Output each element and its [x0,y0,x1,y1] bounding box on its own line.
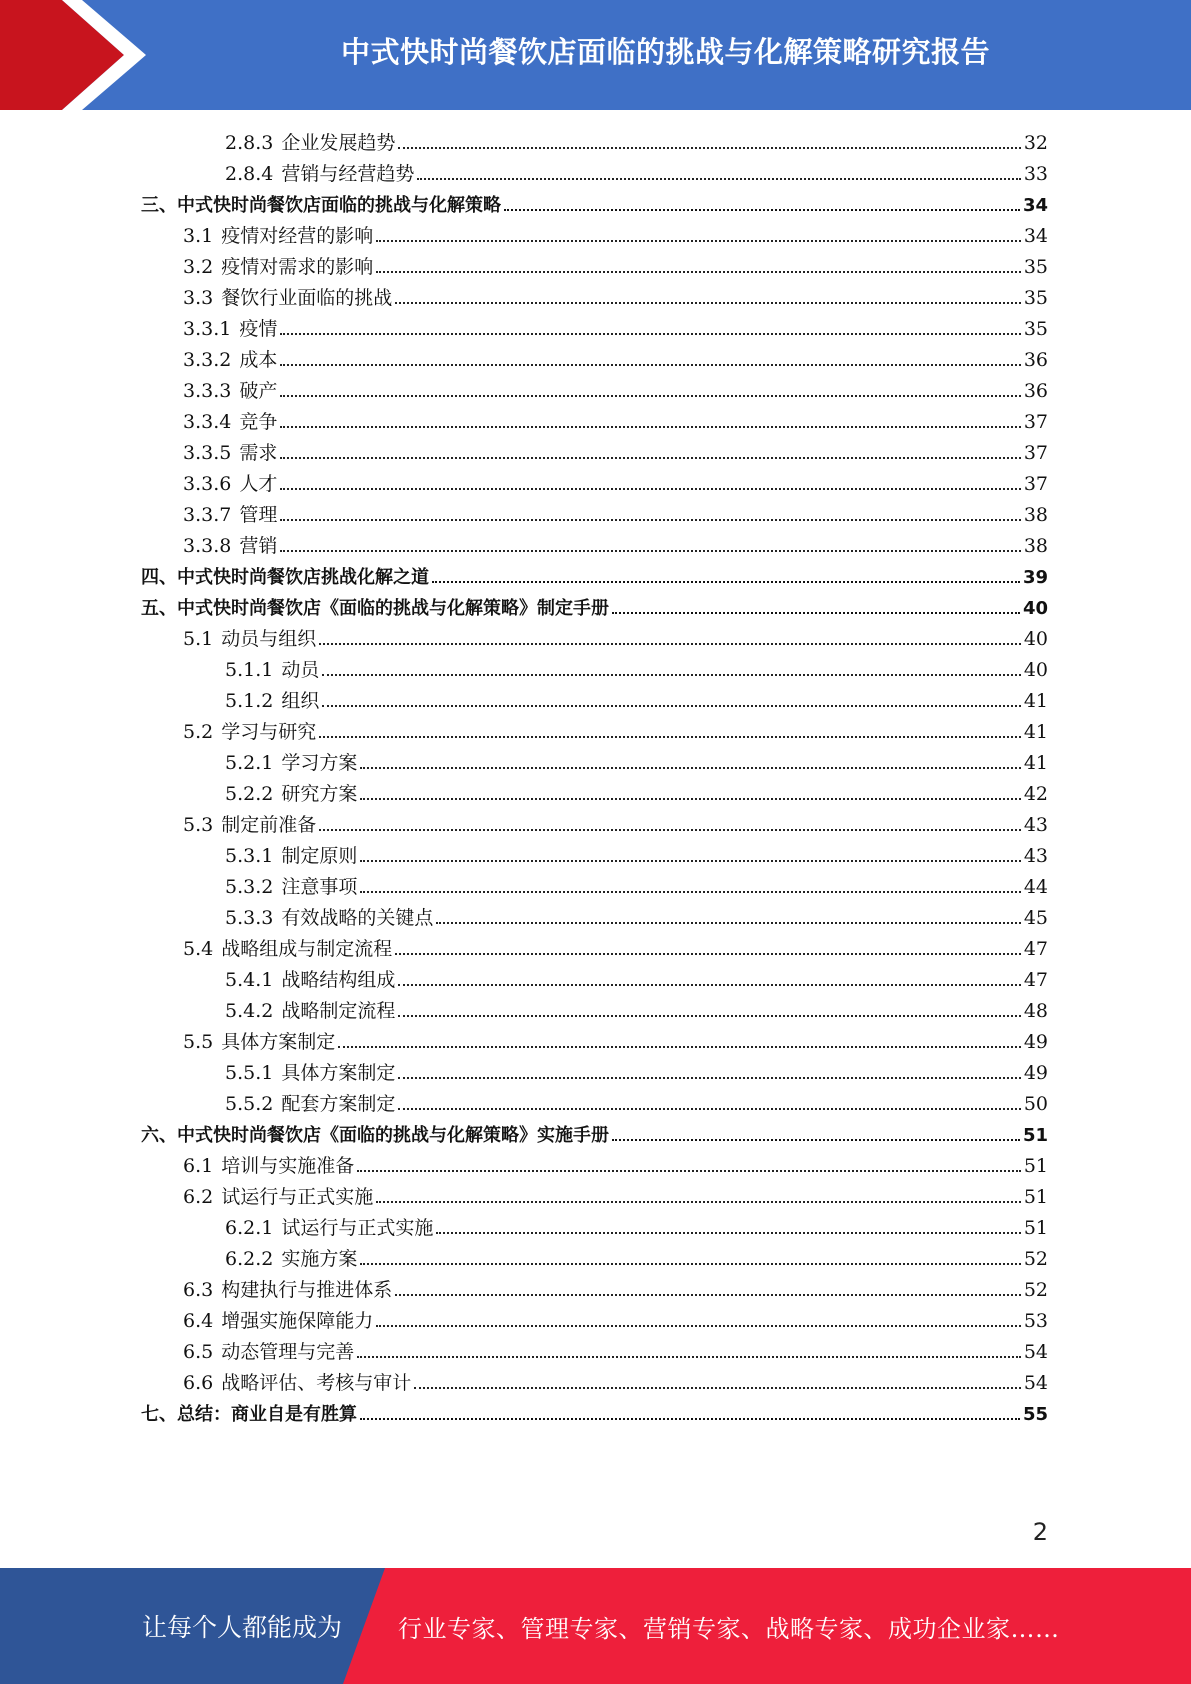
toc-entry-title: 增强实施保障能力 [221,1310,374,1332]
toc-entry-page: 40 [1022,598,1048,619]
toc-entry-title: 配套方案制定 [281,1093,396,1115]
toc-entry[interactable] [225,159,1048,190]
toc-entry[interactable] [141,593,1048,624]
toc-entry-page: 36 [1023,380,1048,402]
toc-entry-number: 5.3.3 [225,907,274,929]
toc-dot-leader [280,425,1020,428]
toc-entry-page: 49 [1023,1031,1048,1053]
toc-entry-number: 3.3.8 [183,535,232,557]
toc-entry[interactable] [225,1244,1048,1275]
toc-entry-title: 需求 [239,442,278,464]
toc-dot-leader [280,549,1020,552]
toc-entry-title: 破产 [239,380,278,402]
toc-dot-leader [280,363,1020,366]
toc-dot-leader [280,332,1020,335]
toc-entry-title: 具体方案制定 [221,1031,336,1053]
toc-dot-leader [360,1417,1020,1420]
toc-entry-title: 动员与组织 [221,628,317,650]
toc-dot-leader [376,239,1021,242]
footer-slogan-right: 行业专家、管理专家、营销专家、战略专家、成功企业家…… [398,1614,1060,1643]
toc-entry-number: 3.2 [183,256,214,278]
toc-entry-number: 5.4.2 [225,1000,274,1022]
toc-entry-page: 34 [1023,225,1048,247]
toc-entry[interactable] [225,1213,1048,1244]
toc-entry[interactable] [183,1275,1048,1306]
toc-entry-title: 人才 [239,473,278,495]
toc-entry[interactable] [225,1058,1048,1089]
toc-entry-number: 6.5 [183,1341,214,1363]
toc-entry-title: 具体方案制定 [281,1062,396,1084]
toc-entry[interactable] [183,934,1048,965]
toc-entry[interactable] [183,1337,1048,1368]
toc-dot-leader [319,735,1021,738]
toc-entry[interactable] [225,686,1048,717]
toc-entry-number: 5.2.2 [225,783,274,805]
toc-dot-leader [360,890,1020,893]
toc-dot-leader [432,580,1020,583]
toc-entry-title: 试运行与正式实施 [281,1217,434,1239]
toc-entry[interactable] [183,1027,1048,1058]
toc-dot-leader [280,487,1020,490]
toc-entry[interactable] [225,655,1048,686]
toc-entry-page: 52 [1023,1279,1048,1301]
toc-entry[interactable] [183,1151,1048,1182]
toc-entry-number: 3.3.7 [183,504,232,526]
toc-entry-page: 55 [1022,1404,1048,1425]
toc-dot-leader [395,301,1021,304]
toc-entry-page: 41 [1023,721,1048,743]
toc-entry-page: 51 [1023,1186,1048,1208]
toc-entry-page: 47 [1023,969,1048,991]
toc-entry-title: 动态管理与完善 [221,1341,355,1363]
toc-dot-leader [357,1355,1021,1358]
toc-entry-page: 38 [1023,535,1048,557]
toc-entry-number: 3.3.1 [183,318,232,340]
toc-dot-leader [360,1262,1020,1265]
toc-entry-page: 39 [1022,567,1048,588]
toc-entry-number: 5.5.2 [225,1093,274,1115]
page-footer [0,1568,1191,1684]
toc-entry-number: 5.1.2 [225,690,274,712]
toc-entry-number: 3.3.5 [183,442,232,464]
toc-dot-leader [436,921,1020,924]
toc-dot-leader [376,1200,1021,1203]
toc-dot-leader [319,828,1021,831]
toc-dot-leader [612,611,1020,614]
toc-entry[interactable] [183,283,1048,314]
toc-dot-leader [398,1014,1020,1017]
toc-entry-page: 41 [1023,752,1048,774]
toc-entry-title: 营销 [239,535,278,557]
toc-entry-title: 营销与经营趋势 [281,163,415,185]
toc-dot-leader [280,456,1020,459]
toc-entry-number: 6.3 [183,1279,214,1301]
toc-entry[interactable] [225,779,1048,810]
toc-entry-title: 成本 [239,349,278,371]
toc-entry-page: 40 [1023,659,1048,681]
toc-entry[interactable] [225,872,1048,903]
toc-entry-page: 33 [1023,163,1048,185]
page-number: 2 [1032,1518,1048,1546]
toc-dot-leader [398,146,1020,149]
toc-entry-page: 45 [1023,907,1048,929]
toc-entry-title: 疫情对需求的影响 [221,256,374,278]
toc-entry[interactable] [183,469,1048,500]
toc-entry-number: 3.3.2 [183,349,232,371]
toc-entry[interactable] [225,903,1048,934]
toc-entry-number: 2.8.3 [225,132,274,154]
toc-entry-page: 49 [1023,1062,1048,1084]
toc-entry-page: 44 [1023,876,1048,898]
page-header [0,0,1191,110]
toc-entry-page: 50 [1023,1093,1048,1115]
toc-entry-title: 学习方案 [281,752,358,774]
toc-entry-title: 战略制定流程 [281,1000,396,1022]
toc-entry-title: 注意事项 [281,876,358,898]
toc-entry-number: 3.3.4 [183,411,232,433]
toc-entry-page: 47 [1023,938,1048,960]
toc-dot-leader [357,1169,1021,1172]
toc-entry-page: 41 [1023,690,1048,712]
toc-entry-number: 5.2 [183,721,214,743]
toc-entry-title: 构建执行与推进体系 [221,1279,393,1301]
toc-entry-page: 53 [1023,1310,1048,1332]
toc-entry-number: 5.4 [183,938,214,960]
toc-dot-leader [417,177,1020,180]
toc-entry-number: 3.1 [183,225,214,247]
toc-entry-title: 培训与实施准备 [221,1155,355,1177]
toc-entry[interactable] [225,748,1048,779]
toc-dot-leader [376,1324,1021,1327]
toc-entry[interactable] [225,965,1048,996]
toc-entry-number: 6.2.1 [225,1217,274,1239]
toc-entry-title: 制定前准备 [221,814,317,836]
toc-entry-title: 动员 [281,659,320,681]
toc-dot-leader [398,1107,1020,1110]
toc-entry-title: 五、中式快时尚餐饮店《面临的挑战与化解策略》制定手册 [141,598,609,619]
toc-dot-leader [398,1076,1020,1079]
toc-entry-title: 战略组成与制定流程 [221,938,393,960]
toc-entry-number: 5.4.1 [225,969,274,991]
toc-dot-leader [360,797,1020,800]
toc-entry-page: 51 [1023,1217,1048,1239]
toc-dot-leader [504,208,1020,211]
toc-dot-leader [322,673,1020,676]
toc-entry-page: 35 [1023,287,1048,309]
toc-entry-title: 战略评估、考核与审计 [221,1372,412,1394]
toc-entry[interactable] [183,221,1048,252]
toc-entry[interactable] [183,345,1048,376]
toc-entry-page: 43 [1023,814,1048,836]
toc-dot-leader [360,766,1020,769]
toc-entry[interactable] [183,376,1048,407]
toc-entry-title: 企业发展趋势 [281,132,396,154]
toc-entry-number: 5.3.1 [225,845,274,867]
toc-dot-leader [280,518,1020,521]
toc-entry[interactable] [141,1120,1048,1151]
toc-entry-title: 七、总结：商业自是有胜算 [141,1404,357,1425]
toc-entry-number: 5.1 [183,628,214,650]
toc-entry-number: 6.1 [183,1155,214,1177]
toc-dot-leader [376,270,1021,273]
toc-entry-page: 37 [1023,411,1048,433]
toc-dot-leader [395,952,1021,955]
toc-entry-page: 43 [1023,845,1048,867]
toc-entry-title: 学习与研究 [221,721,317,743]
toc-entry-number: 3.3.6 [183,473,232,495]
toc-entry-number: 5.5.1 [225,1062,274,1084]
toc-entry-number: 5.5 [183,1031,214,1053]
toc-dot-leader [322,704,1020,707]
toc-entry[interactable] [225,128,1048,159]
toc-entry-page: 54 [1023,1341,1048,1363]
toc-entry[interactable] [183,1306,1048,1337]
toc-entry-title: 餐饮行业面临的挑战 [221,287,393,309]
toc-entry[interactable] [183,438,1048,469]
toc-entry[interactable] [141,1399,1048,1430]
toc-dot-leader [436,1231,1020,1234]
toc-dot-leader [612,1138,1020,1141]
toc-entry-number: 6.6 [183,1372,214,1394]
toc-entry-page: 37 [1023,473,1048,495]
toc-entry-title: 管理 [239,504,278,526]
toc-entry[interactable] [183,314,1048,345]
toc-entry-title: 竞争 [239,411,278,433]
toc-entry[interactable] [183,252,1048,283]
toc-entry[interactable] [183,1368,1048,1399]
toc-entry[interactable] [183,407,1048,438]
toc-entry-page: 32 [1023,132,1048,154]
toc-entry-page: 51 [1022,1125,1048,1146]
header-arrow-decoration [0,0,150,110]
toc-entry-page: 35 [1023,256,1048,278]
toc-dot-leader [395,1293,1021,1296]
toc-entry-title: 四、中式快时尚餐饮店挑战化解之道 [141,567,429,588]
toc-entry-title: 六、中式快时尚餐饮店《面临的挑战与化解策略》实施手册 [141,1125,609,1146]
toc-entry-number: 6.2 [183,1186,214,1208]
toc-entry-title: 疫情 [239,318,278,340]
toc-entry-number: 2.8.4 [225,163,274,185]
toc-entry-number: 3.3.3 [183,380,232,402]
toc-entry-title: 战略结构组成 [281,969,396,991]
toc-entry-page: 48 [1023,1000,1048,1022]
toc-entry-title: 三、中式快时尚餐饮店面临的挑战与化解策略 [141,195,501,216]
toc-entry-page: 36 [1023,349,1048,371]
toc-entry-page: 34 [1022,195,1048,216]
toc-dot-leader [414,1386,1021,1389]
toc-entry[interactable] [183,500,1048,531]
toc-dot-leader [319,642,1021,645]
toc-entry-page: 35 [1023,318,1048,340]
toc-entry[interactable] [183,810,1048,841]
toc-entry-page: 42 [1023,783,1048,805]
toc-entry-page: 40 [1023,628,1048,650]
toc-entry-number: 5.3.2 [225,876,274,898]
toc-entry-number: 6.4 [183,1310,214,1332]
toc-entry-number: 5.1.1 [225,659,274,681]
toc-entry-page: 38 [1023,504,1048,526]
toc-entry-page: 37 [1023,442,1048,464]
toc-entry[interactable] [141,562,1048,593]
toc-entry[interactable] [225,1089,1048,1120]
toc-entry[interactable] [225,841,1048,872]
toc-entry-page: 52 [1023,1248,1048,1270]
toc-entry[interactable] [183,624,1048,655]
toc-dot-leader [360,859,1020,862]
toc-entry-number: 5.3 [183,814,214,836]
toc-dot-leader [398,983,1020,986]
toc-entry[interactable] [225,996,1048,1027]
toc-entry-title: 制定原则 [281,845,358,867]
toc-entry[interactable] [183,531,1048,562]
toc-entry-title: 有效战略的关键点 [281,907,434,929]
toc-entry-title: 试运行与正式实施 [221,1186,374,1208]
toc-entry-title: 疫情对经营的影响 [221,225,374,247]
toc-entry-number: 3.3 [183,287,214,309]
toc-entry-page: 54 [1023,1372,1048,1394]
toc-entry[interactable] [183,1182,1048,1213]
toc-entry-title: 实施方案 [281,1248,358,1270]
toc-entry-number: 5.2.1 [225,752,274,774]
report-title: 中式快时尚餐饮店面临的挑战与化解策略研究报告 [340,34,990,69]
toc-dot-leader [280,394,1020,397]
toc-entry-number: 6.2.2 [225,1248,274,1270]
footer-slogan-left: 让每个人都能成为 [142,1613,343,1642]
toc-entry-page: 51 [1023,1155,1048,1177]
toc-entry[interactable] [141,190,1048,221]
toc-entry-title: 研究方案 [281,783,358,805]
toc-entry-title: 组织 [281,690,320,712]
toc-entry[interactable] [183,717,1048,748]
toc-dot-leader [338,1045,1021,1048]
